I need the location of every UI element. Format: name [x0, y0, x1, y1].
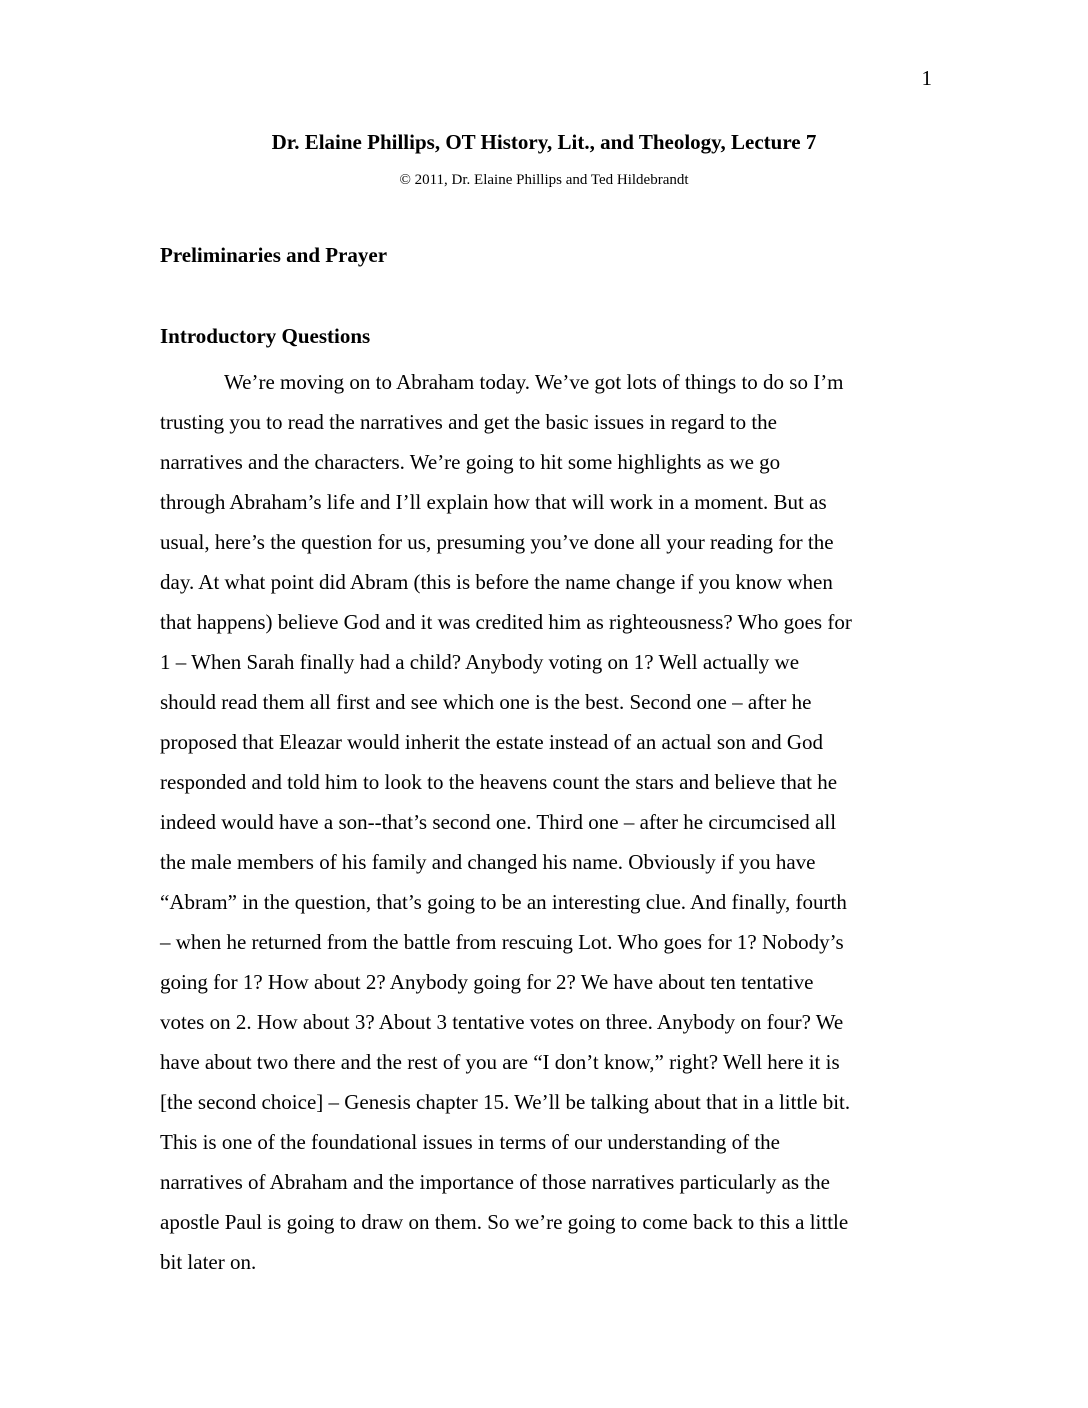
paragraph-line: responded and told him to look to the heavens count the stars and believe that he [160, 770, 838, 794]
document-title: Dr. Elaine Phillips, OT History, Lit., and Theology, Lecture 7 [271, 130, 817, 154]
body-paragraph [160, 362, 924, 1282]
paragraph-line: [the second choice] – Genesis chapter 15. We’ll be talking about that in a little bit. [160, 1090, 851, 1114]
paragraph-line: This is one of the foundational issues in terms of our understanding of the [160, 1130, 780, 1154]
paragraph-line: going for 1? How about 2? Anybody going for 2? We have about ten tentative [160, 970, 814, 994]
section-heading-introductory-questions: Introductory Questions [160, 324, 371, 348]
paragraph-line: the male members of his family and changed his name. Obviously if you have [160, 850, 816, 874]
paragraph-line: We’re moving on to Abraham today. We’ve got lots of things to do so I’m [224, 370, 844, 394]
paragraph-line: narratives of Abraham and the importance of those narratives particularly as the [160, 1170, 830, 1194]
paragraph-line: indeed would have a son--that’s second one. Third one – after he circumcised all [160, 810, 837, 834]
paragraph-line: day. At what point did Abram (this is before the name change if you know when [160, 570, 833, 594]
paragraph-line: votes on 2. How about 3? About 3 tentative votes on three. Anybody on four? We [160, 1010, 844, 1034]
copyright-notice: © 2011, Dr. Elaine Phillips and Ted Hildebrandt [399, 172, 689, 188]
paragraph-line: 1 – When Sarah finally had a child? Anybody voting on 1? Well actually we [160, 650, 800, 674]
paragraph-line: bit later on. [160, 1250, 257, 1274]
paragraph-line: – when he returned from the battle from rescuing Lot. Who goes for 1? Nobody’s [160, 930, 844, 954]
paragraph-line: have about two there and the rest of you are “I don’t know,” right? Well here it is [160, 1050, 840, 1074]
paragraph-line: trusting you to read the narratives and get the basic issues in regard to the [160, 410, 777, 434]
paragraph-line: usual, here’s the question for us, presuming you’ve done all your reading for the [160, 530, 834, 554]
paragraph-line: narratives and the characters. We’re going to hit some highlights as we go [160, 450, 781, 474]
section-heading-preliminaries: Preliminaries and Prayer [160, 243, 388, 267]
page-number: 1 [921, 66, 932, 90]
paragraph-line: should read them all first and see which one is the best. Second one – after he [160, 690, 812, 714]
paragraph-line: through Abraham’s life and I’ll explain how that will work in a moment. But as [160, 490, 827, 514]
paragraph-line: proposed that Eleazar would inherit the estate instead of an actual son and God [160, 730, 824, 754]
paragraph-line: apostle Paul is going to draw on them. So we’re going to come back to this a little [160, 1210, 849, 1234]
paragraph-line: “Abram” in the question, that’s going to be an interesting clue. And finally, fourth [160, 890, 847, 914]
paragraph-line: that happens) believe God and it was credited him as righteousness? Who goes for [160, 610, 852, 634]
